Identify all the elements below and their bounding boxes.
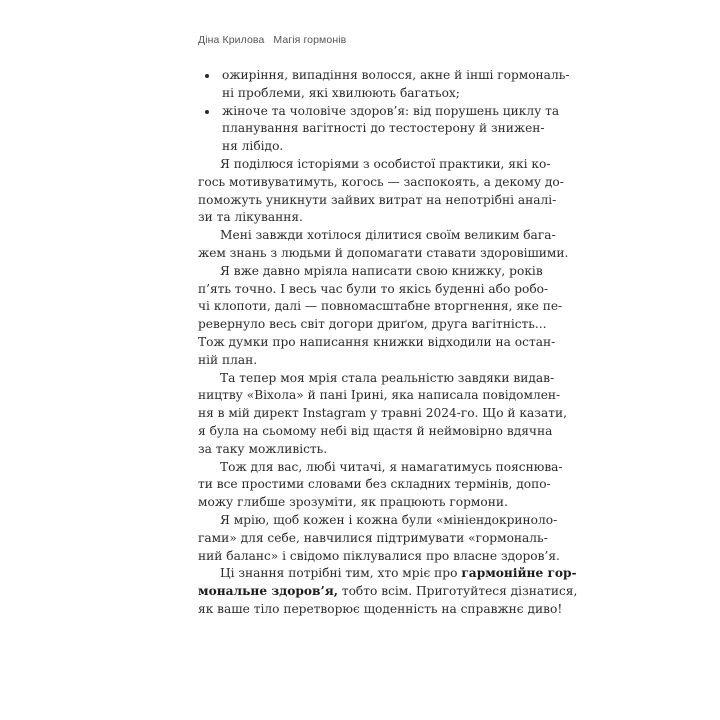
text-line: я була на сьомому небі від щастя й неймовірно вдячна (198, 423, 553, 438)
author-name: Діна Крилова (198, 34, 265, 46)
paragraph (198, 156, 564, 227)
text-line: ництву «Віхола» й пані Ірині, яка написала повідомлен- (198, 388, 561, 403)
text-line: ній план. (198, 352, 258, 367)
paragraph (198, 227, 569, 263)
text-line: Я поділюся історіями з особистої практики, які ко- (220, 156, 551, 171)
text-line: Та тепер моя мрія стала реальністю завдяки видав- (220, 370, 555, 385)
text-line: можу глибше зрозуміти, як працюють гормони. (198, 495, 508, 510)
text-line: ревернуло весь світ догори дриґом, друга вагітність... (198, 317, 547, 332)
running-head (198, 34, 346, 46)
text-line: Мені завжди хотілося ділитися своїм великим бага- (220, 228, 556, 243)
bold-emphasis: мональне здоров’я, (198, 584, 338, 599)
text-line: чі клопоти, далі — повномасштабне вторгнення, яке пе- (198, 299, 563, 314)
text-line: ня лібідо. (222, 139, 284, 154)
text-line: п’ять точно. І весь час були то якісь буденні або робо- (198, 281, 549, 296)
paragraph (198, 565, 578, 618)
text-line: ня в мій директ Instagram у травні 2024-го. Що й казати, (198, 406, 567, 421)
text-line: мональне здоров’я, тобто всім. Приготуйтеся дізнатися, (198, 584, 578, 599)
bullet-icon (205, 74, 209, 78)
text-line: Тож для вас, любі читачі, я намагатимусь пояснюва- (220, 459, 563, 474)
body-text (198, 67, 578, 619)
text-line: як ваше тіло перетворює щоденність на справжнє диво! (198, 601, 563, 616)
paragraph (198, 512, 560, 565)
text-line: ожиріння, випадіння волосся, акне й інші гормональ- (198, 67, 535, 85)
text-line: Ці знання потрібні тим, хто мріє про гармонійне гор- (220, 566, 577, 581)
text-line: гами» для себе, навчилися підтримувати «гормональ- (198, 530, 548, 545)
text-line: поможуть уникнути зайвих витрат на непотрібні аналі- (198, 192, 557, 207)
paragraph (198, 370, 567, 459)
text-line: ні проблеми, які хвилюють багатьох; (222, 85, 460, 100)
text-line: зи та лікування. (198, 210, 303, 225)
text-line: жіноче та чоловіче здоров’я: від порушень циклу та (198, 103, 535, 121)
bullet-item (198, 67, 570, 103)
paragraph (198, 263, 563, 370)
text-line: Я вже давно мріяла написати свою книжку, років (220, 263, 543, 278)
bold-emphasis: гармонійне гор- (461, 566, 577, 581)
text-line: Тож думки про написання книжки відходили на остан- (198, 334, 556, 349)
text-line: за таку можливість. (198, 441, 328, 456)
bullet-icon (205, 110, 209, 114)
text-line: гось мотивуватимуть, когось — заспокоять, а декому до- (198, 174, 564, 189)
text-line: жем знань з людьми й допомагати ставати здоровішими. (198, 245, 569, 260)
book-title: Магія гормонів (273, 34, 347, 46)
text-line: Я мрію, щоб кожен і кожна були «мініендокриноло- (220, 512, 558, 527)
text-line: ти все простими словами без складних термінів, допо- (198, 477, 551, 492)
text-line: ний баланс» і свідомо піклувалися про власне здоров’я. (198, 548, 560, 563)
bullet-item (198, 103, 560, 156)
text-line: планування вагітності до тестостерону й знижен- (222, 121, 545, 136)
paragraph (198, 459, 563, 512)
